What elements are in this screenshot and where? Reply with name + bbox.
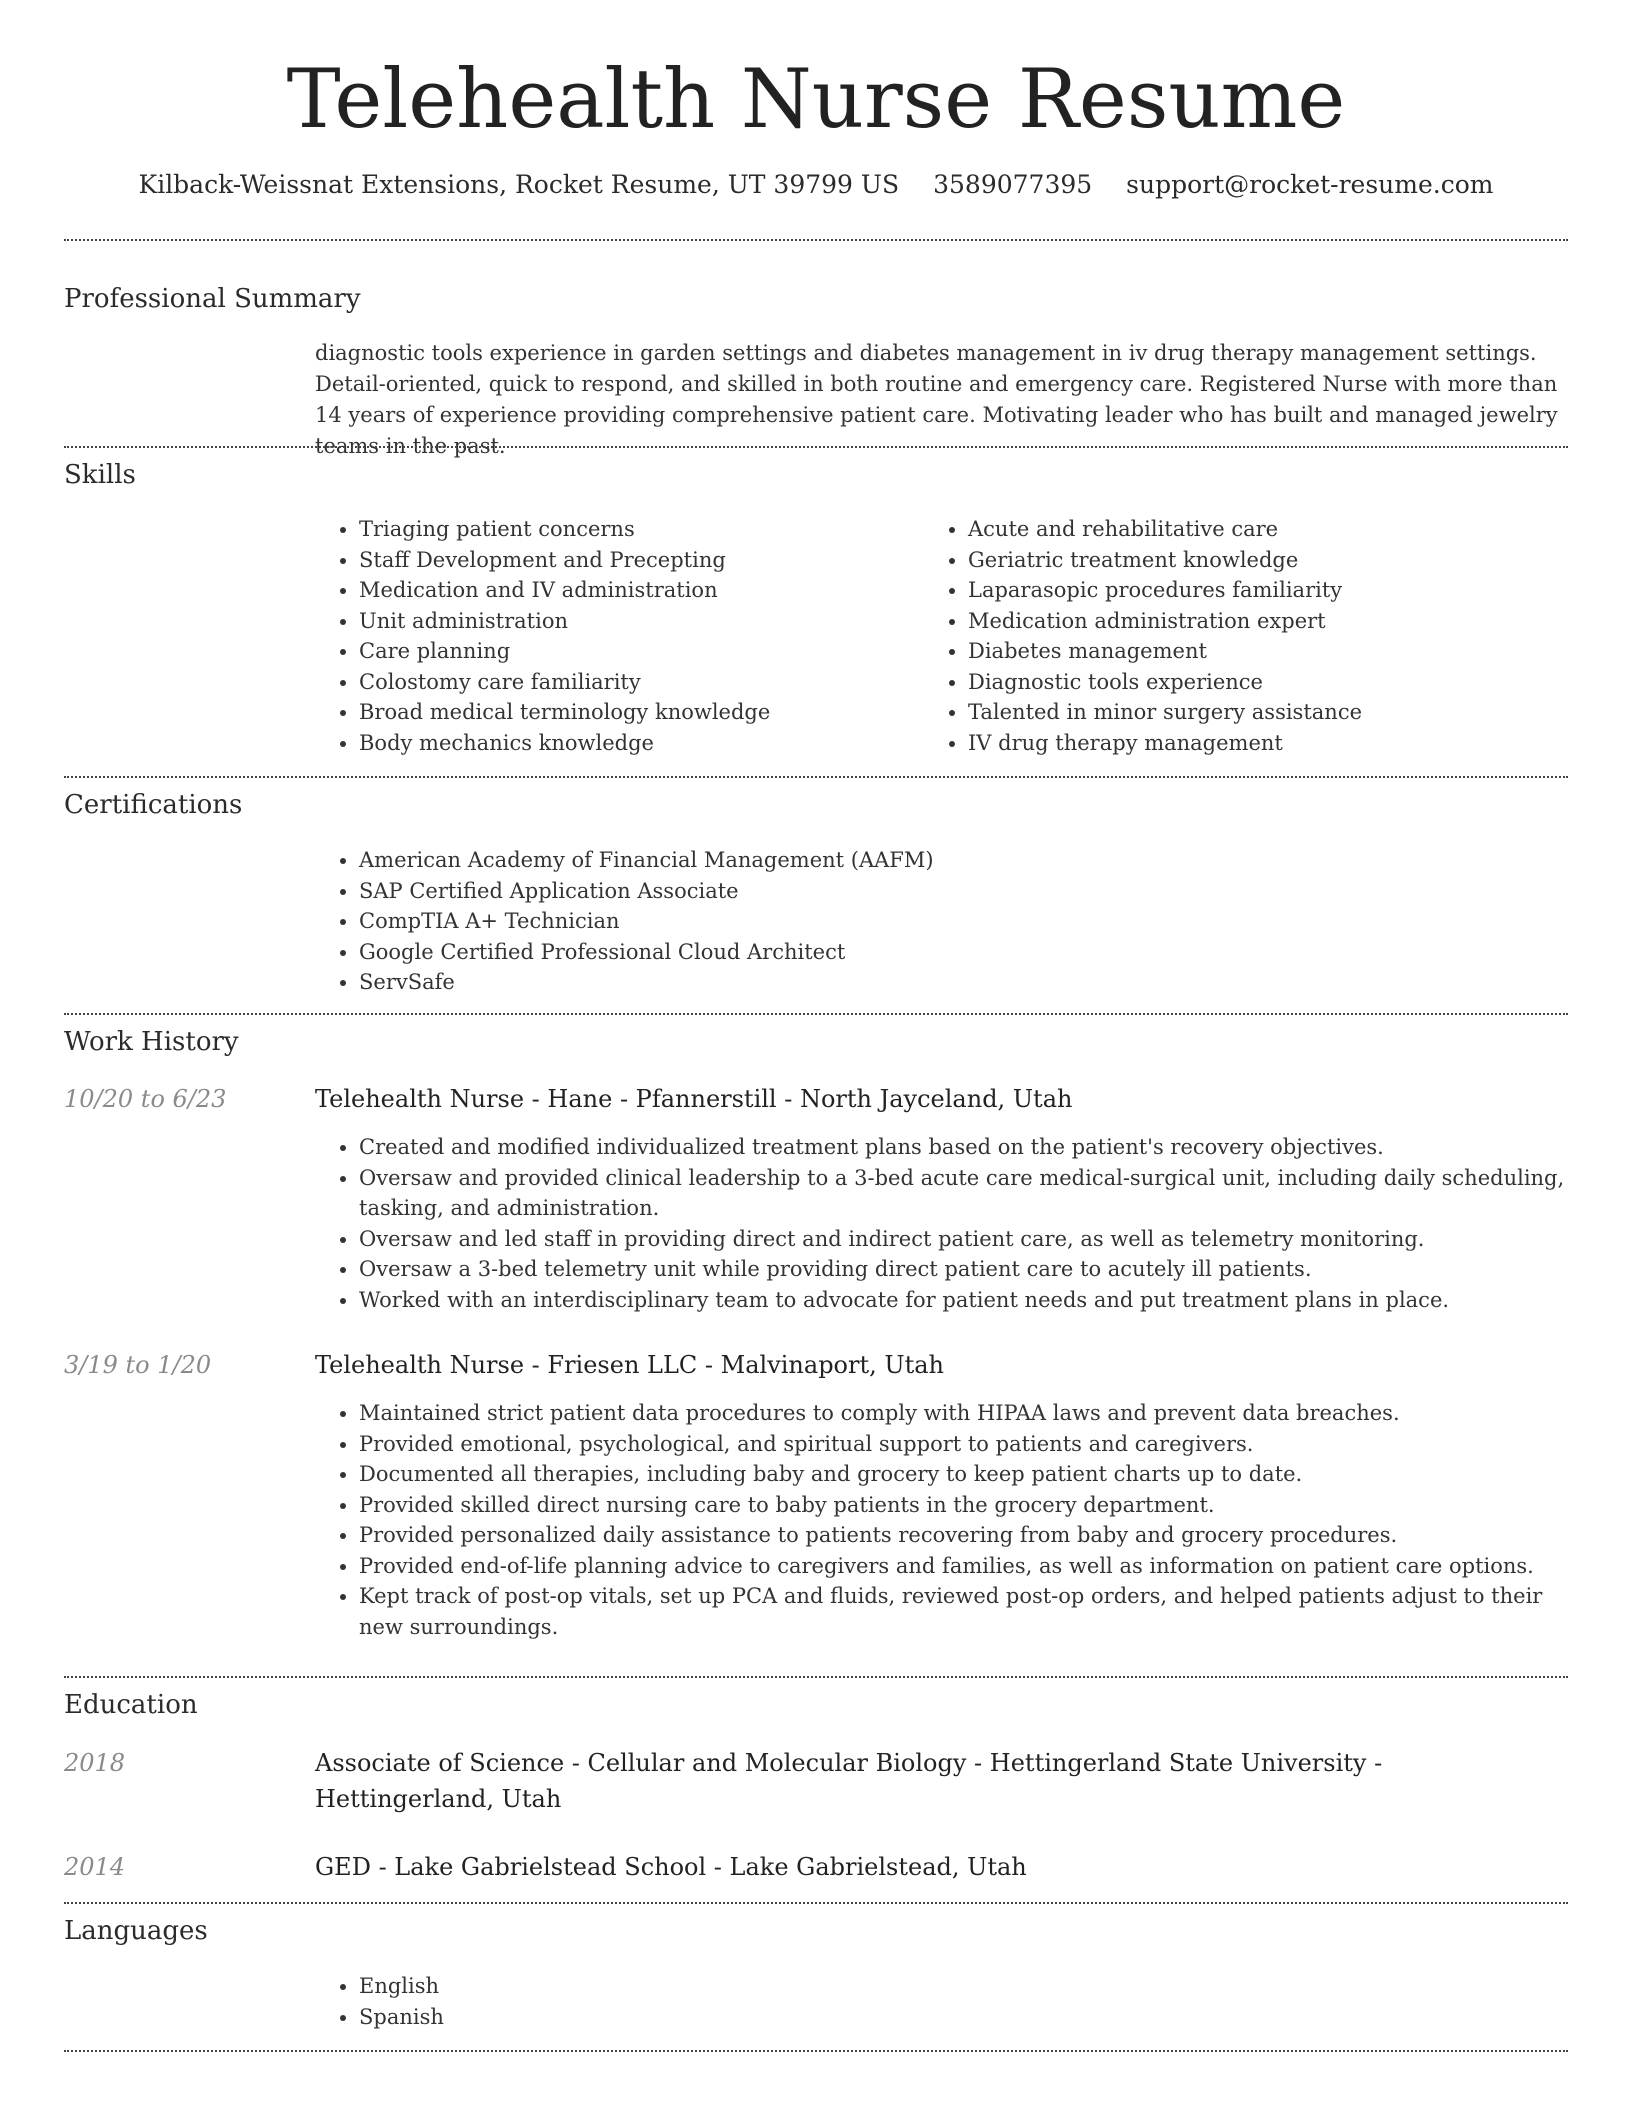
job-bullet: • Kept track of post-op vitals, set up PCA and fluids, reviewed post-op orders, and helped patients adjust to their new surroundings. xyxy=(359,1581,1568,1642)
job-bullet: • Worked with an interdisciplinary team to advocate for patient needs and put treatment plans in place. xyxy=(359,1285,1568,1316)
skill-item: • Care planning xyxy=(359,636,919,667)
skill-item: • IV drug therapy management xyxy=(968,728,1568,759)
education-title: Associate of Science - Cellular and Molecular Biology - Hettingerland State University - Hettingerland, Utah xyxy=(315,1749,1383,1813)
job-title: Telehealth Nurse - Hane - Pfannerstill - North Jayceland, Utah xyxy=(315,1085,1073,1113)
work-heading: Work History xyxy=(64,1027,239,1057)
job-bullet: • Provided personalized daily assistance to patients recovering from baby and grocery procedures. xyxy=(359,1520,1568,1551)
job-bullet: • Oversaw and led staff in providing direct and indirect patient care, as well as telemetry monitoring. xyxy=(359,1224,1568,1255)
skill-item: • Colostomy care familiarity xyxy=(359,667,919,698)
divider xyxy=(64,1676,1568,1678)
job-bullet: • Oversaw and provided clinical leadership to a 3-bed acute care medical-surgical unit, including daily scheduling, tasking, and administration. xyxy=(359,1163,1568,1224)
job-dates: 10/20 to 6/23 xyxy=(64,1085,227,1113)
job-bullet: • Oversaw a 3-bed telemetry unit while providing direct patient care to acutely ill patients. xyxy=(359,1254,1568,1285)
skill-item: • Geriatric treatment knowledge xyxy=(968,545,1568,576)
skills-list-left xyxy=(315,514,919,758)
education-title: GED - Lake Gabrielstead School - Lake Gabrielstead, Utah xyxy=(315,1853,1027,1881)
skill-item: • Medication and IV administration xyxy=(359,575,919,606)
certifications-heading: Certifications xyxy=(64,790,243,820)
education-year: 2018 xyxy=(64,1749,126,1777)
skill-item: • Body mechanics knowledge xyxy=(359,728,919,759)
divider xyxy=(64,2050,1568,2052)
language-item: • Spanish xyxy=(359,2002,959,2033)
certification-item: • ServSafe xyxy=(359,967,1559,998)
contact-phone: 3589077395 xyxy=(933,170,1093,199)
languages-heading: Languages xyxy=(64,1916,208,1946)
contact-line xyxy=(0,168,1632,202)
skill-item: • Diabetes management xyxy=(968,636,1568,667)
divider xyxy=(64,239,1568,241)
education-heading: Education xyxy=(64,1690,198,1720)
language-item: • English xyxy=(359,1971,959,2002)
summary-heading: Professional Summary xyxy=(64,284,361,314)
certification-item: • Google Certified Professional Cloud Architect xyxy=(359,937,1559,968)
skill-item: • Talented in minor surgery assistance xyxy=(968,697,1568,728)
job-dates: 3/19 to 1/20 xyxy=(64,1351,212,1379)
certifications-list xyxy=(315,845,1559,998)
skills-list-right xyxy=(924,514,1568,758)
skills-heading: Skills xyxy=(64,460,136,490)
job-bullet: • Provided end-of-life planning advice to caregivers and families, as well as information on patient care options. xyxy=(359,1551,1568,1582)
languages-list xyxy=(315,1971,959,2032)
certification-item: • SAP Certified Application Associate xyxy=(359,876,1559,907)
job-bullets xyxy=(315,1398,1568,1642)
skill-item: • Diagnostic tools experience xyxy=(968,667,1568,698)
job-bullet: • Provided emotional, psychological, and spiritual support to patients and caregivers. xyxy=(359,1429,1568,1460)
resume-title: Telehealth Nurse Resume xyxy=(286,53,1346,147)
skill-item: • Triaging patient concerns xyxy=(359,514,919,545)
job-bullet: • Documented all therapies, including baby and grocery to keep patient charts up to date. xyxy=(359,1459,1568,1490)
education-year: 2014 xyxy=(64,1853,126,1881)
job-bullet: • Created and modified individualized treatment plans based on the patient's recovery objectives. xyxy=(359,1132,1568,1163)
certification-item: • CompTIA A+ Technician xyxy=(359,906,1559,937)
skill-item: • Broad medical terminology knowledge xyxy=(359,697,919,728)
contact-email: support@rocket-resume.com xyxy=(1126,170,1494,199)
divider xyxy=(64,1013,1568,1015)
certification-item: • American Academy of Financial Management (AAFM) xyxy=(359,845,1559,876)
skill-item: • Medication administration expert xyxy=(968,606,1568,637)
job-bullet: • Maintained strict patient data procedures to comply with HIPAA laws and prevent data breaches. xyxy=(359,1398,1568,1429)
skill-item: • Acute and rehabilitative care xyxy=(968,514,1568,545)
job-bullets xyxy=(315,1132,1568,1315)
divider xyxy=(64,1902,1568,1904)
summary-text: diagnostic tools experience in garden settings and diabetes management in iv drug therapy management settings. Detail-oriented, quick to respond, and skilled in both routine and emergency care. Registered Nurse with more than 14 years of experience providing comprehensive patient care. Motivating leader who has built and managed jewelry teams in the past. xyxy=(315,341,1558,458)
job-bullet: • Provided skilled direct nursing care to baby patients in the grocery department. xyxy=(359,1490,1568,1521)
skill-item: • Laparasopic procedures familiarity xyxy=(968,575,1568,606)
divider xyxy=(64,446,1568,448)
skill-item: • Unit administration xyxy=(359,606,919,637)
skill-item: • Staff Development and Precepting xyxy=(359,545,919,576)
job-title: Telehealth Nurse - Friesen LLC - Malvinaport, Utah xyxy=(315,1351,945,1379)
contact-address: Kilback-Weissnat Extensions, Rocket Resume, UT 39799 US xyxy=(138,170,900,199)
divider xyxy=(64,776,1568,778)
